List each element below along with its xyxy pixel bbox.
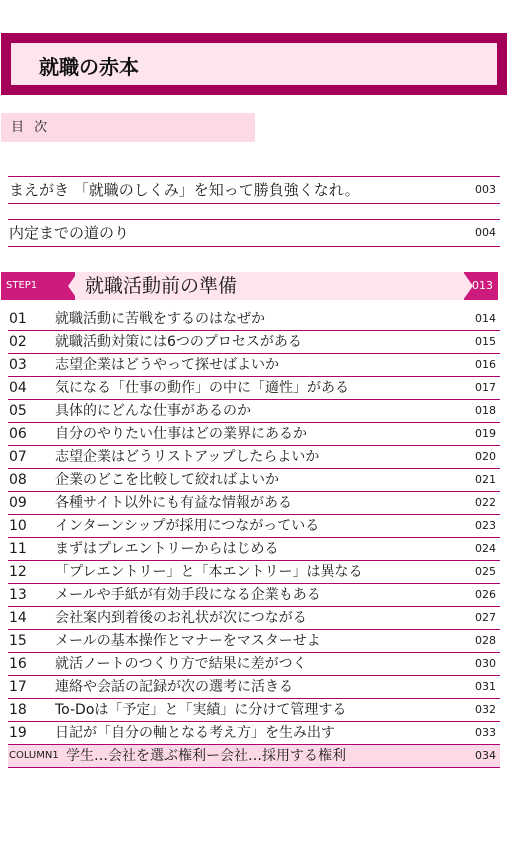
chapter-page: 023	[475, 519, 496, 532]
chapter-row[interactable]	[8, 653, 500, 676]
chapter-page: 020	[475, 450, 496, 463]
step-page: 013	[472, 279, 493, 292]
chapter-title: 「プレエントリー」と「本エントリー」は異なる	[55, 564, 363, 580]
intro-item-page: 004	[475, 226, 496, 239]
chapter-number: 10	[9, 518, 27, 534]
chapter-page: 026	[475, 588, 496, 601]
chapter-list	[8, 308, 500, 768]
chapter-title: まずはプレエントリーからはじめる	[55, 541, 279, 557]
chapter-number: 01	[9, 311, 27, 327]
book-title-inner	[11, 43, 497, 85]
step-title: 就職活動前の準備	[85, 275, 238, 297]
column-label: COLUMN1	[9, 750, 59, 761]
chapter-title: 会社案内到着後のお礼状が次につながる	[55, 610, 307, 626]
chapter-row[interactable]	[8, 607, 500, 630]
column-page: 034	[475, 749, 496, 762]
chapter-title: 就職活動対策には6つのプロセスがある	[55, 334, 302, 350]
chapter-title: 気になる「仕事の動作」の中に「適性」がある	[55, 380, 349, 396]
step-label-box	[1, 272, 75, 300]
chapter-row[interactable]	[8, 561, 500, 584]
chapter-title: 就職活動に苦戦をするのはなぜか	[55, 311, 265, 327]
chapter-title: 連絡や会話の記録が次の選考に活きる	[55, 679, 293, 695]
chapter-row[interactable]	[8, 699, 500, 722]
chapter-row[interactable]	[8, 377, 500, 400]
chapter-row[interactable]	[8, 400, 500, 423]
step-header[interactable]	[1, 272, 498, 300]
chapter-row[interactable]	[8, 630, 500, 653]
chapter-title: インターンシップが採用につながっている	[55, 518, 320, 534]
intro-item-page: 003	[475, 183, 496, 196]
chapter-title: 自分のやりたい仕事はどの業界にあるか	[55, 426, 307, 442]
chapter-page: 021	[475, 473, 496, 486]
chapter-row[interactable]	[8, 515, 500, 538]
chapter-row[interactable]	[8, 492, 500, 515]
chapter-title: 志望企業はどうリストアップしたらよいか	[55, 449, 320, 465]
intro-item-preface[interactable]	[8, 176, 500, 204]
chapter-page: 017	[475, 381, 496, 394]
chapter-number: 12	[9, 564, 27, 580]
intro-item-title: 内定までの道のり	[9, 224, 130, 242]
chapter-number: 05	[9, 403, 27, 419]
chapter-page: 031	[475, 680, 496, 693]
chapter-page: 015	[475, 335, 496, 348]
chapter-number: 03	[9, 357, 27, 373]
column-title: 学生…会社を選ぶ権利ー会社…採用する権利	[66, 748, 346, 764]
chapter-row[interactable]	[8, 469, 500, 492]
chapter-title: 日記が「自分の軸となる考え方」を生み出す	[55, 725, 335, 741]
chapter-page: 027	[475, 611, 496, 624]
chapter-number: 04	[9, 380, 27, 396]
step-label: STEP1	[6, 280, 38, 291]
step-arrow-left-icon	[68, 272, 78, 300]
chapter-title: To-Doは「予定」と「実績」に分けて管理する	[55, 702, 347, 718]
toc-heading	[1, 113, 255, 142]
chapter-number: 18	[9, 702, 27, 718]
chapter-row[interactable]	[8, 538, 500, 561]
chapter-page: 025	[475, 565, 496, 578]
chapter-title: 具体的にどんな仕事があるのか	[55, 403, 251, 419]
intro-item-title: まえがき 「就職のしくみ」を知って勝負強くなれ。	[9, 181, 360, 199]
chapter-row[interactable]	[8, 331, 500, 354]
chapter-number: 06	[9, 426, 27, 442]
chapter-page: 016	[475, 358, 496, 371]
chapter-page: 022	[475, 496, 496, 509]
chapter-title: メールの基本操作とマナーをマスターせよ	[55, 633, 321, 649]
chapter-number: 15	[9, 633, 27, 649]
chapter-page: 033	[475, 726, 496, 739]
chapter-number: 14	[9, 610, 27, 626]
chapter-number: 09	[9, 495, 27, 511]
chapter-row[interactable]	[8, 446, 500, 469]
chapter-row[interactable]	[8, 354, 500, 377]
column-row[interactable]	[8, 745, 500, 768]
chapter-number: 13	[9, 587, 27, 603]
step-arrow-right-icon	[463, 272, 473, 300]
chapter-number: 07	[9, 449, 27, 465]
chapter-number: 16	[9, 656, 27, 672]
chapter-page: 028	[475, 634, 496, 647]
chapter-page: 024	[475, 542, 496, 555]
book-title-banner	[1, 33, 507, 95]
chapter-title: 企業のどこを比較して絞ればよいか	[55, 472, 279, 488]
chapter-page: 030	[475, 657, 496, 670]
chapter-number: 17	[9, 679, 27, 695]
chapter-number: 02	[9, 334, 27, 350]
book-title: 就職の赤本	[39, 55, 139, 79]
chapter-row[interactable]	[8, 308, 500, 331]
chapter-number: 19	[9, 725, 27, 741]
chapter-title: 各種サイト以外にも有益な情報がある	[55, 495, 293, 511]
toc-heading-label: 目 次	[11, 120, 51, 135]
chapter-title: メールや手紙が有効手段になる企業もある	[55, 587, 321, 603]
chapter-page: 032	[475, 703, 496, 716]
chapter-page: 019	[475, 427, 496, 440]
chapter-page: 014	[475, 312, 496, 325]
chapter-number: 11	[9, 541, 27, 557]
intro-item-roadmap[interactable]	[8, 219, 500, 247]
chapter-row[interactable]	[8, 423, 500, 446]
chapter-title: 就活ノートのつくり方で結果に差がつく	[55, 656, 307, 672]
chapter-row[interactable]	[8, 676, 500, 699]
chapter-page: 018	[475, 404, 496, 417]
chapter-row[interactable]	[8, 584, 500, 607]
chapter-row[interactable]	[8, 722, 500, 745]
chapter-number: 08	[9, 472, 27, 488]
chapter-title: 志望企業はどうやって探せばよいか	[55, 357, 279, 373]
